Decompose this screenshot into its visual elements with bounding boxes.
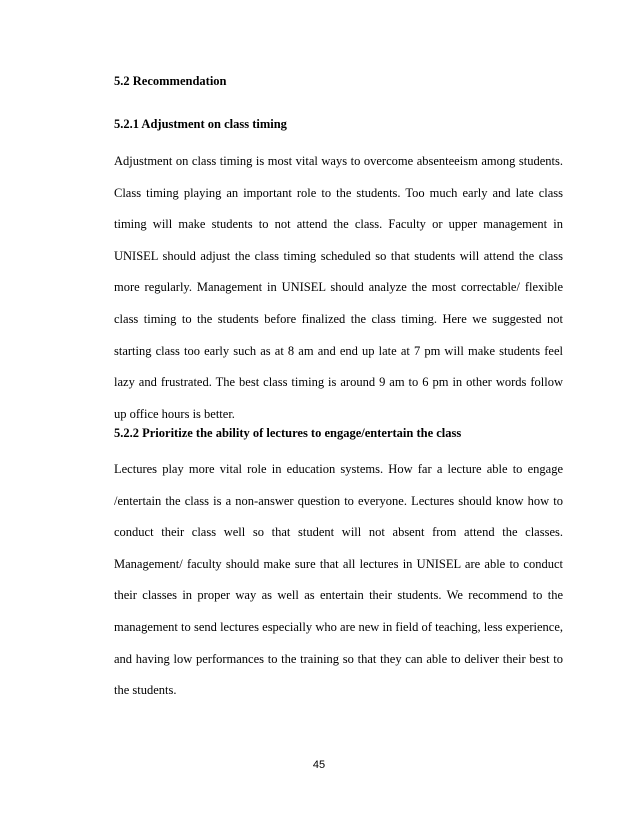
paragraph-lectures: Lectures play more vital role in education systems. How far a lecture able to engage /entertain the class is a non-answer question to everyone. Lectures should know how to conduct their class well so that student will not absent from attend the classes. Management/ faculty should make sure that all lectures in UNISEL are able to conduct their classes in proper way as well as entertain their students. We recommend to the management to send lectures especially who are new in field of teaching, less experience, and having low performances to the training so that they can able to deliver their best to the students. <box>114 462 563 698</box>
section-heading: 5.2 Recommendation <box>114 74 227 88</box>
subsection-heading-5-2-2: 5.2.2 Prioritize the ability of lectures to engage/entertain the class <box>114 426 462 440</box>
page-number: 45 <box>312 759 326 771</box>
paragraph-class-timing: Adjustment on class timing is most vital ways to overcome absenteeism among students. Class timing playing an important role to the students. Too much early and late class timing will make students to not attend the class. Faculty or upper management in UNISEL should adjust the class timing scheduled so that students will attend the class more regularly. Management in UNISEL should analyze the most correctable/ flexible class timing to the students before finalized the class timing. Here we suggested not starting class too early such as at 8 am and end up late at 7 pm will make students feel lazy and frustrated. The best class timing is around 9 am to 6 pm in other words follow up office hours is better. <box>114 154 563 421</box>
subsection-heading-5-2-1: 5.2.1 Adjustment on class timing <box>114 117 287 131</box>
